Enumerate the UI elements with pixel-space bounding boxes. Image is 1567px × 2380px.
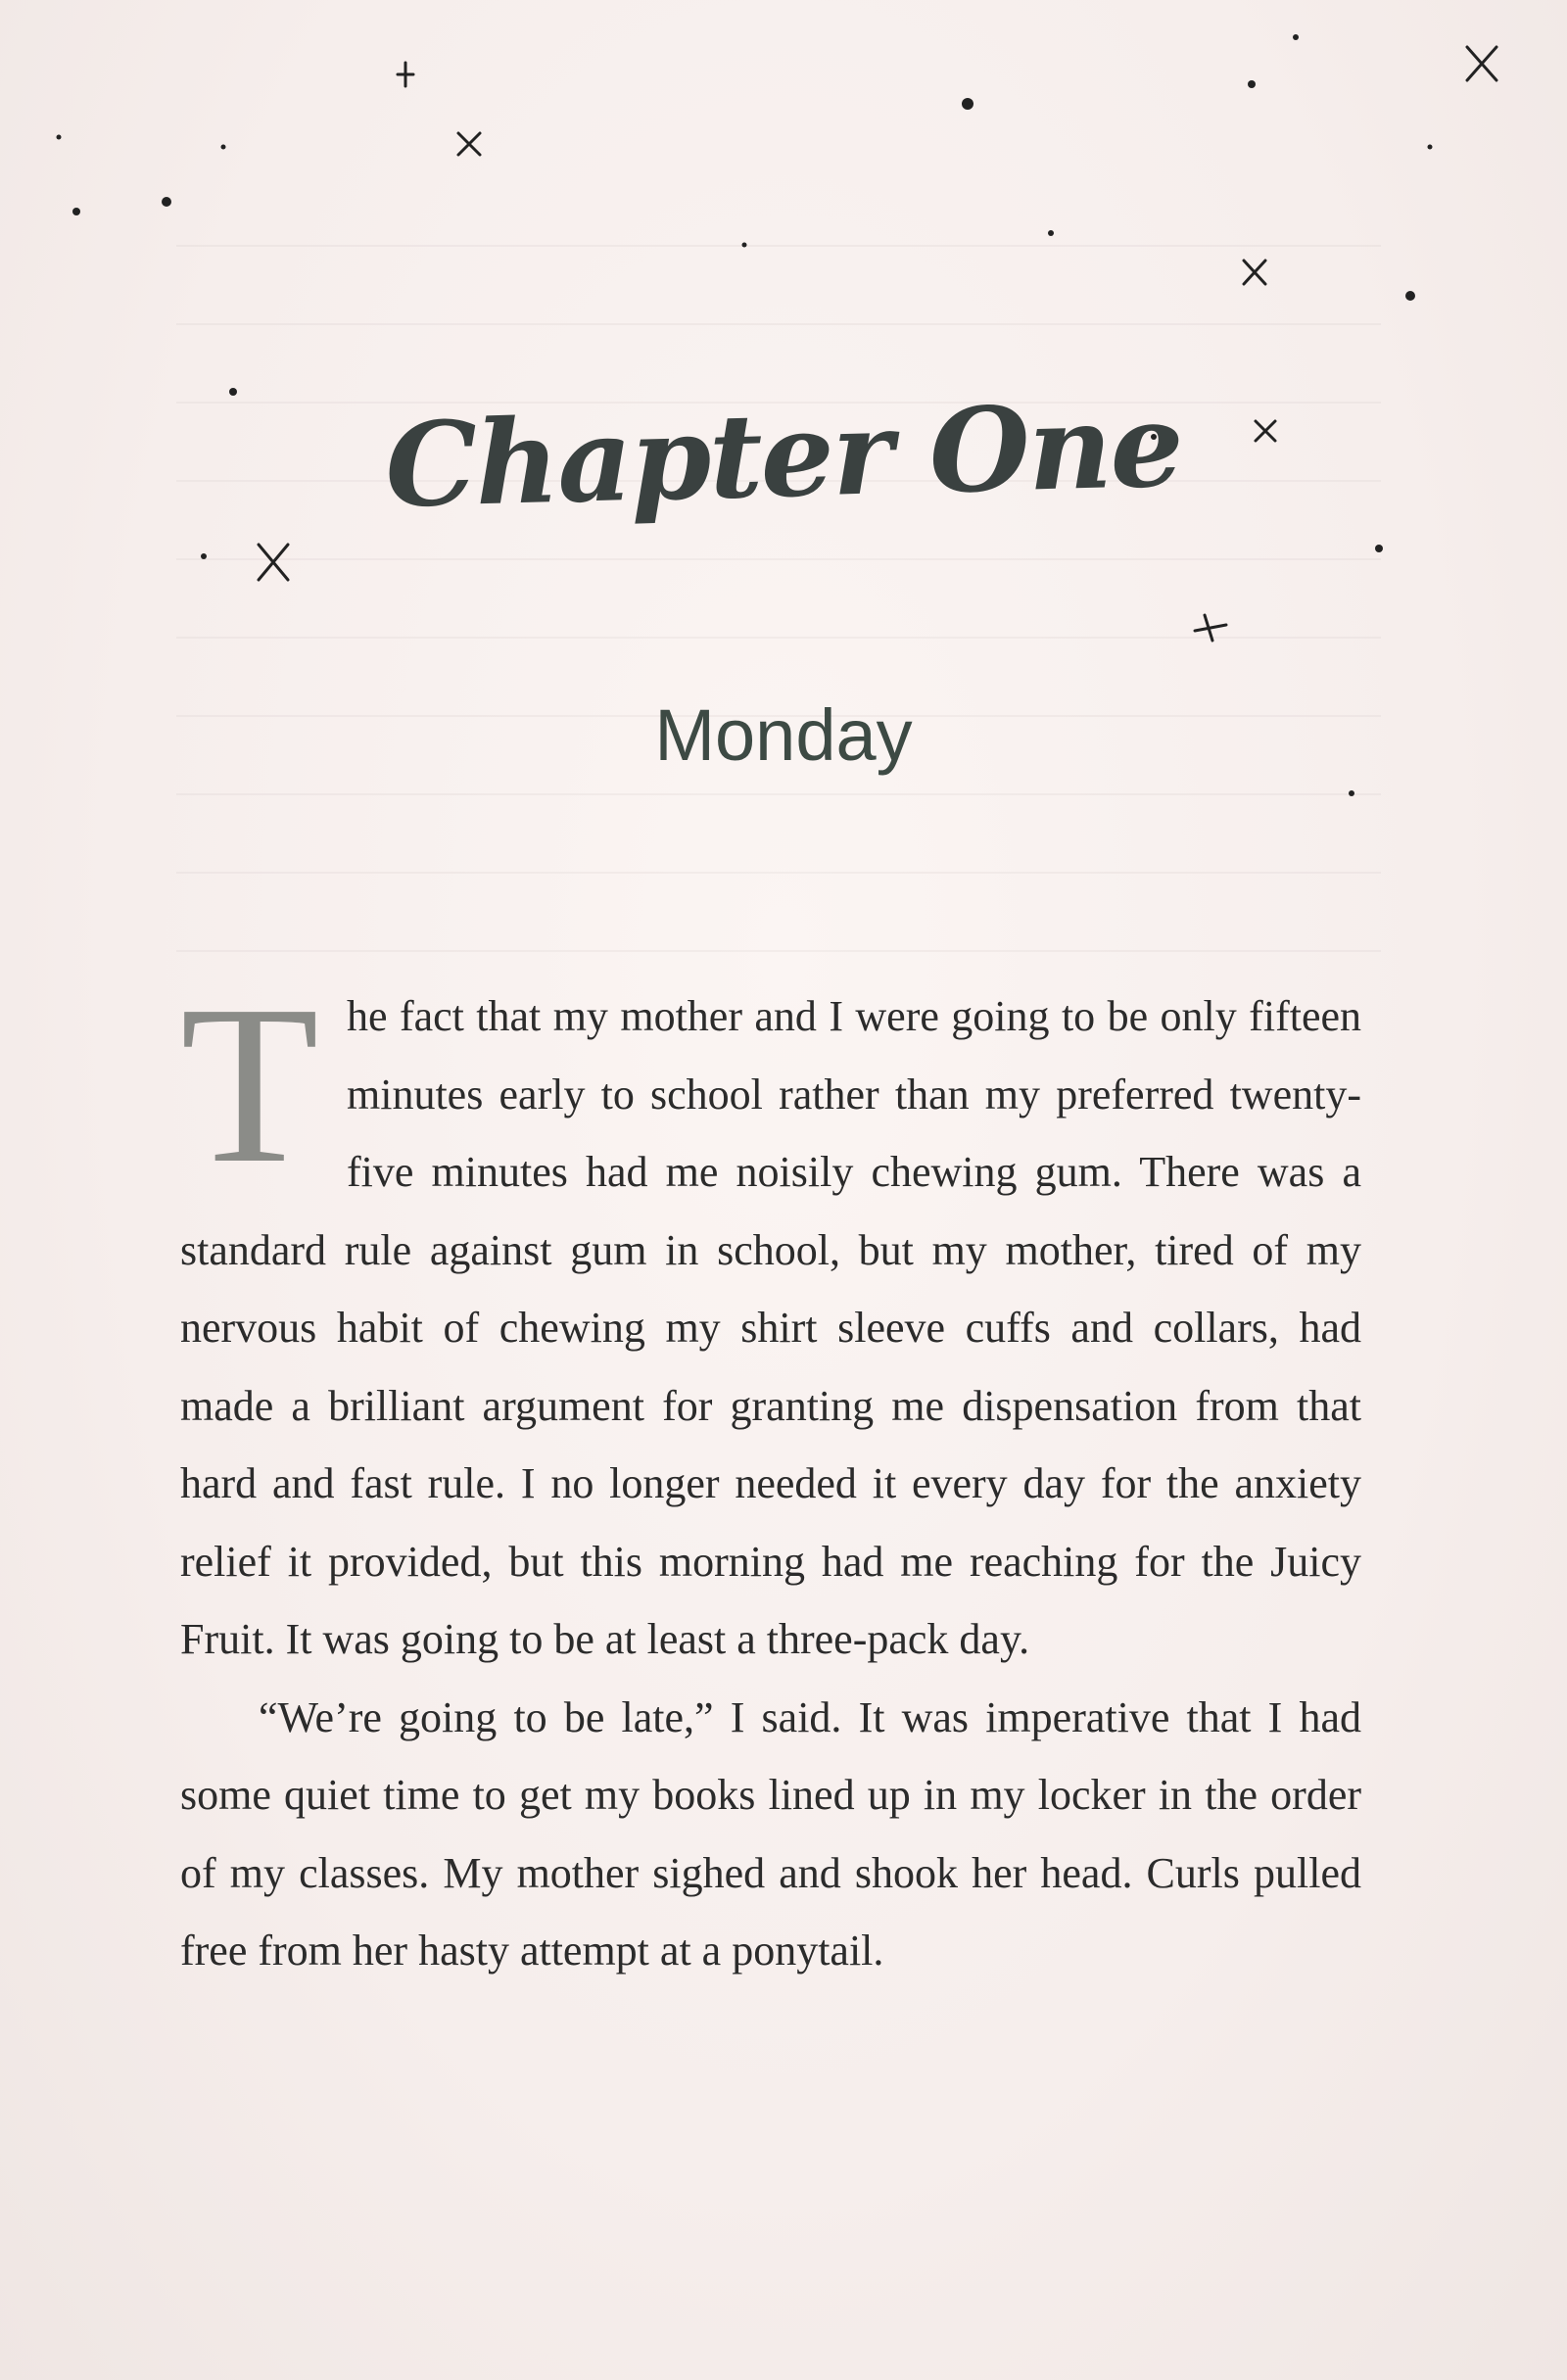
drop-cap: T — [180, 987, 319, 1201]
paragraph-text: he fact that my mother and I were going to be only fifteen minutes early to school rather than my preferred twenty-five minutes had me noisily chewing gum. There was a standard rule against gum in school, but my mother, tired of my nervous habit of chewing my shirt sleeve cuffs and collars, had made a brilliant argument for granting me dispensation from that hard and fast rule. I no longer needed it every day for the anxiety relief it provided, but this morning had me reaching for the Juicy Fruit. It was going to be at least a three-pack day. — [180, 992, 1361, 1663]
paragraph: “We’re going to be late,” I said. It was imperative that I had some quiet time to get my books lined up in my locker in the order of my classes. My mother sighed and shook her head. Curls pulled free from her hasty attempt at a ponytail. — [180, 1692, 1361, 1975]
chapter-title: Chapter One — [383, 376, 1184, 534]
body-text — [180, 977, 1361, 1990]
section-title: Monday — [654, 694, 913, 776]
paragraph — [180, 977, 1361, 1679]
